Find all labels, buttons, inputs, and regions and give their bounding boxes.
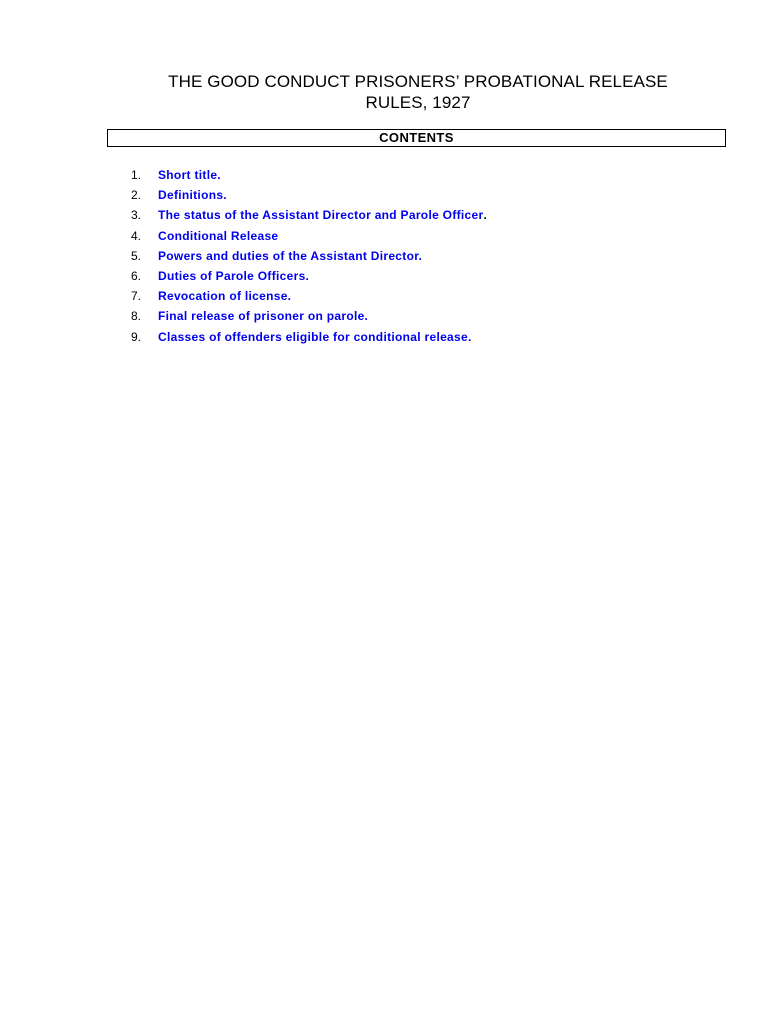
toc-item-parole-officers [131, 266, 487, 286]
document-title-line-2: RULES, 1927 [365, 93, 471, 112]
toc-item-number: 1. [131, 168, 142, 182]
toc-link-final-release[interactable]: Final release of prisoner on parole. [158, 309, 369, 324]
document-title-line-1: THE GOOD CONDUCT PRISONERS’ PROBATIONAL RELEASE [168, 72, 668, 91]
toc-link-revocation[interactable]: Revocation of license. [158, 289, 292, 304]
toc-item-number: 2. [131, 188, 142, 203]
toc-item-number: 7. [131, 289, 142, 304]
toc-item-conditional-release [131, 226, 487, 246]
toc-item-classes-offenders [131, 327, 487, 347]
toc-item-trail: . [483, 208, 487, 223]
toc-item-number: 6. [131, 268, 142, 283]
document-title [110, 71, 726, 113]
table-of-contents [131, 165, 487, 347]
toc-link-status[interactable]: The status of the Assistant Director and Parole Officer [158, 208, 484, 223]
toc-link-conditional-release[interactable]: Conditional Release [158, 228, 279, 243]
toc-item-number: 3. [131, 208, 142, 223]
toc-item-definitions [131, 185, 487, 205]
toc-link-powers-duties[interactable]: Powers and duties of the Assistant Director. [158, 248, 423, 263]
toc-item-powers-duties [131, 246, 487, 266]
toc-item-final-release [131, 306, 487, 326]
toc-item-revocation [131, 286, 487, 306]
toc-link-classes-offenders[interactable]: Classes of offenders eligible for conditional release. [158, 329, 472, 344]
contents-heading: CONTENTS [107, 129, 726, 147]
toc-item-number: 4. [131, 228, 142, 243]
toc-item-short-title [131, 165, 487, 185]
toc-link-short-title[interactable]: Short title. [158, 168, 221, 182]
toc-item-number: 5. [131, 248, 142, 263]
toc-link-definitions[interactable]: Definitions. [158, 188, 227, 203]
toc-item-status [131, 205, 487, 225]
toc-item-number: 9. [131, 329, 142, 344]
toc-link-parole-officers[interactable]: Duties of Parole Officers. [158, 268, 310, 283]
toc-item-number: 8. [131, 309, 142, 324]
